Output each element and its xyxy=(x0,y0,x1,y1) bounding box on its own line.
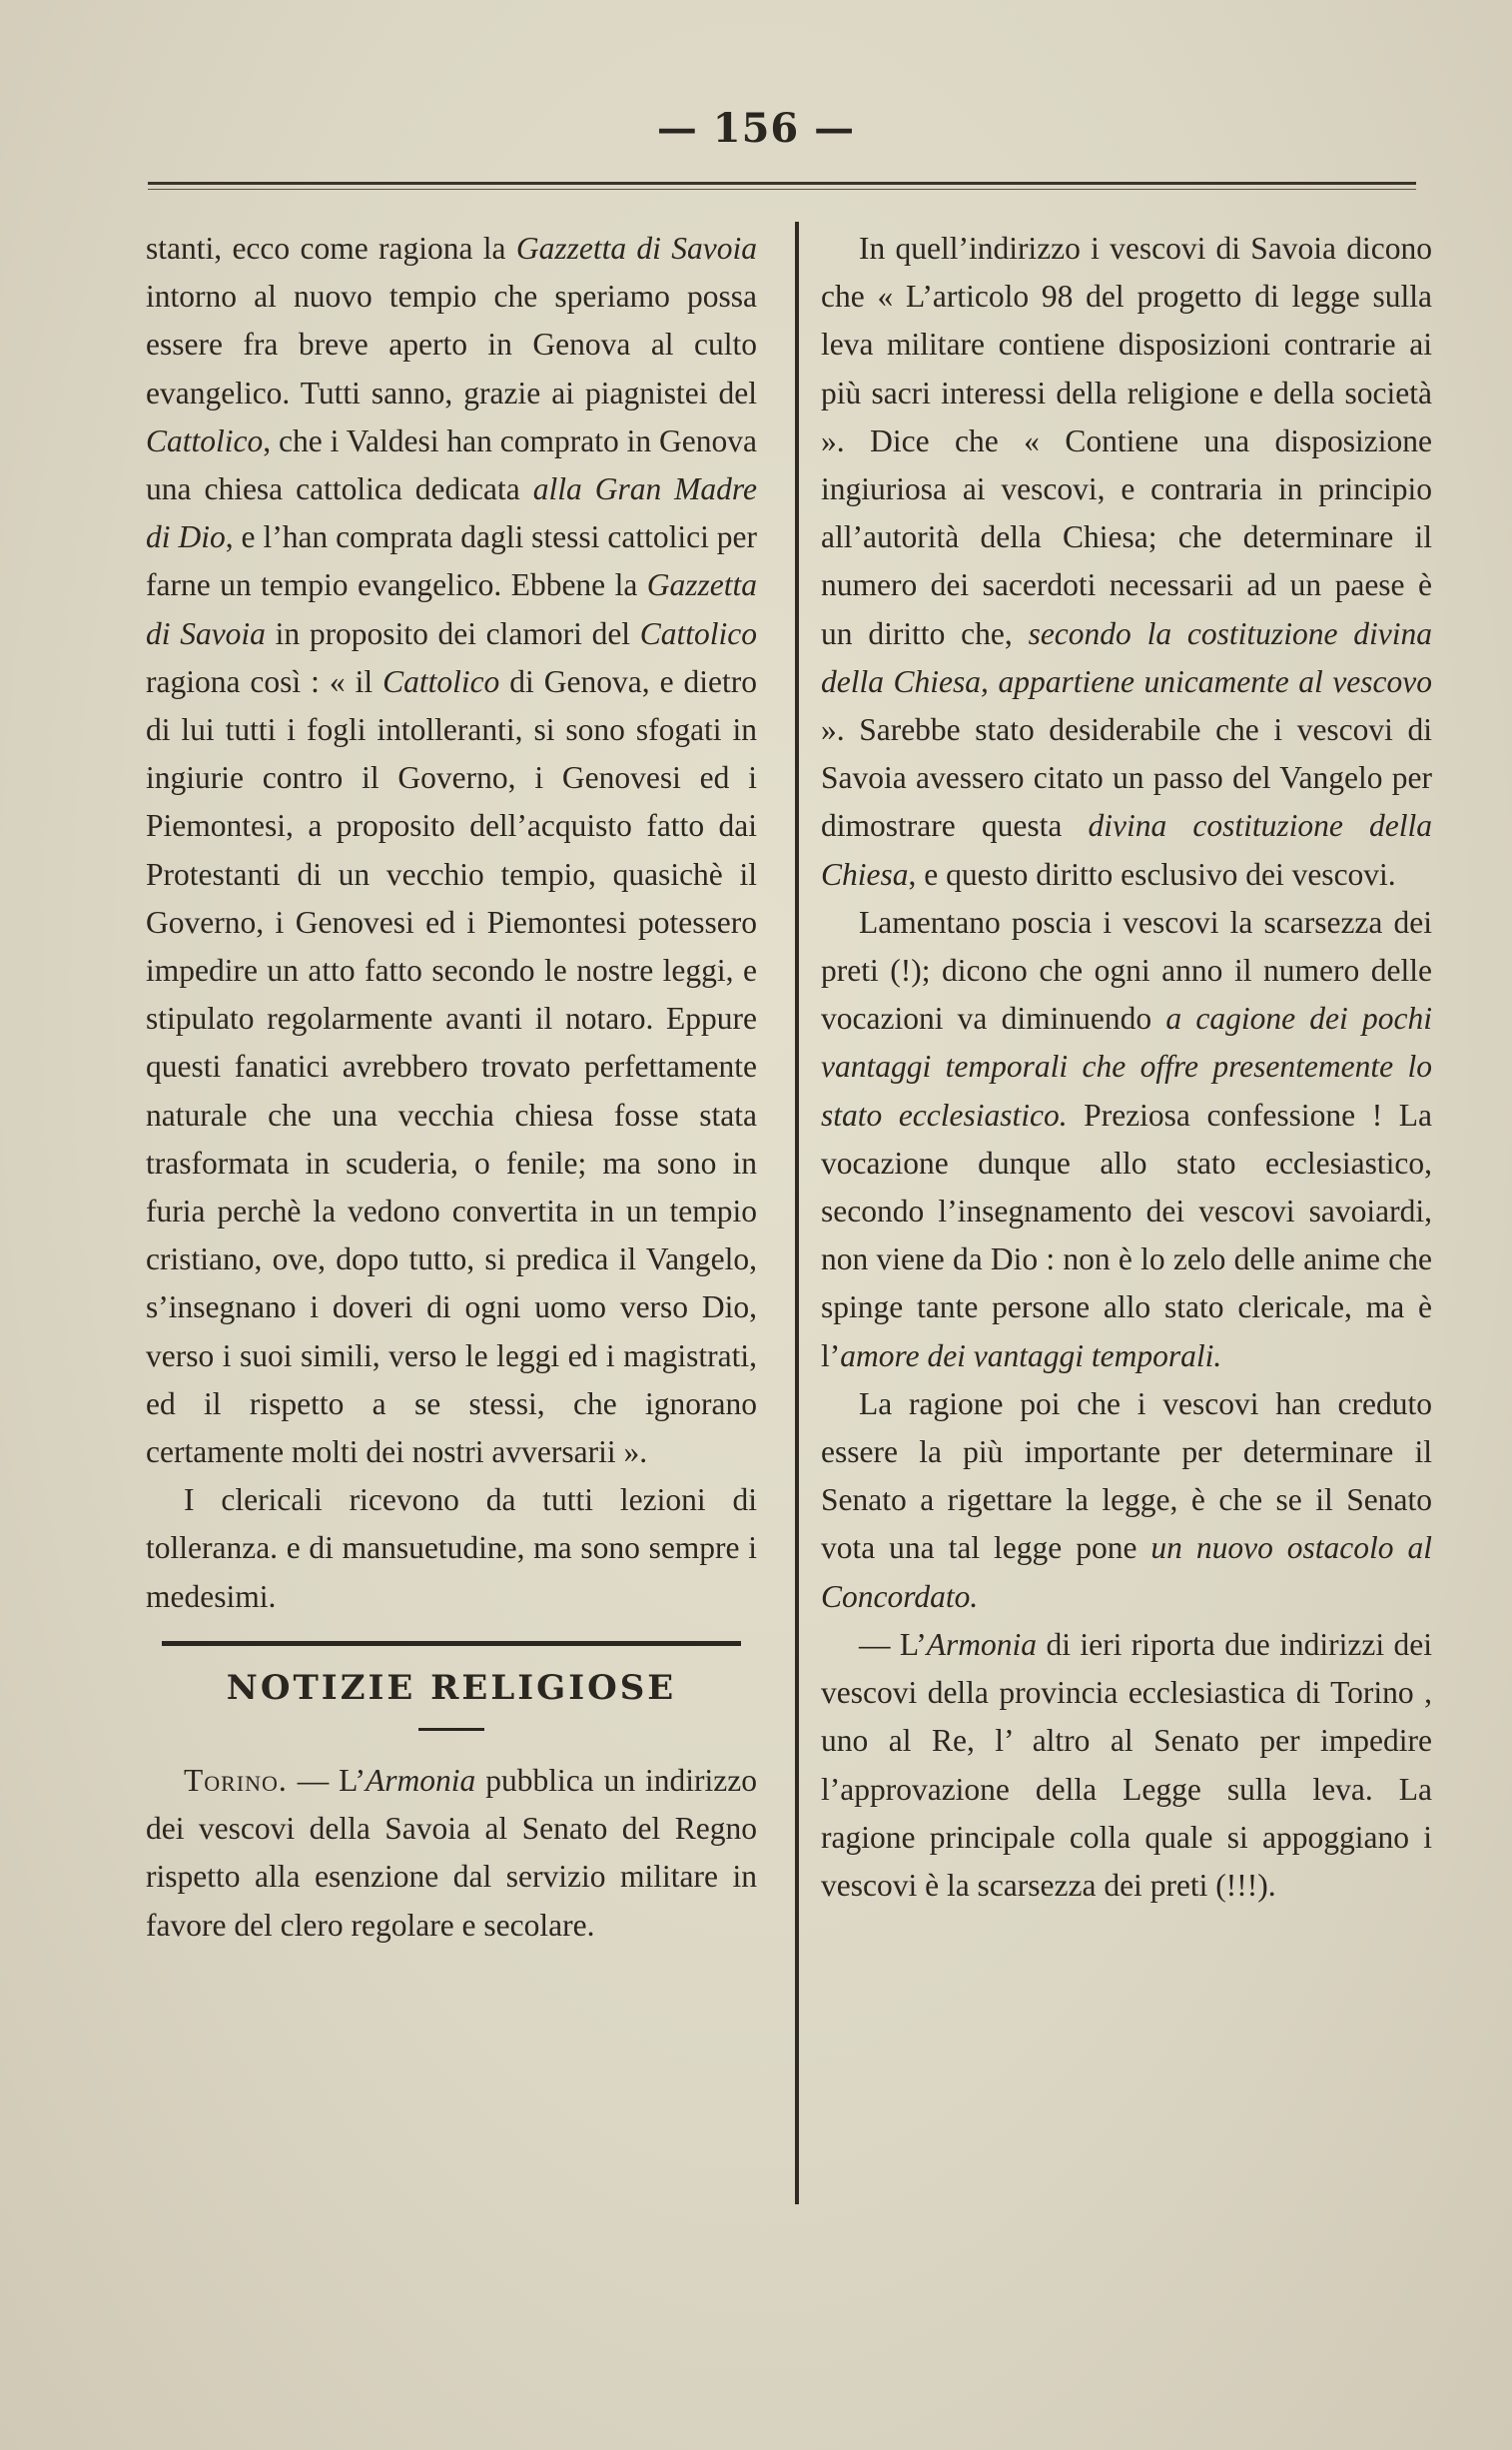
right-column xyxy=(821,225,1432,1910)
header-rule xyxy=(148,182,1416,185)
left-paragraph-2: I clericali ricevono da tutti lezioni di tolleranza. e di mansuetudine, ma sono sempre i medesimi. xyxy=(146,1482,757,1614)
right-paragraph-2 xyxy=(821,899,1432,1380)
right-paragraph-4 xyxy=(821,1621,1432,1910)
section-heading: NOTIZIE RELIGIOSE xyxy=(226,1667,677,1708)
italic-phrase: un nuovo ostacolo al Concordato. xyxy=(821,1530,1432,1614)
column-divider xyxy=(795,222,799,2204)
right-paragraph-3 xyxy=(821,1380,1432,1621)
italic-phrase: divina costituzione della Chiesa xyxy=(821,808,1432,892)
text-run: di ieri riporta due indirizzi dei vescovi della provincia ecclesiastica di Torino , uno al Re, l’ altro al Senato per impedire l’approvazione della Legge sulla leva. La ragione principale colla quale si appoggiano i vescovi è la scarsezza dei preti (!!!). xyxy=(821,1626,1432,1903)
text-run: ragiona così : « il xyxy=(146,663,383,699)
text-run: pubblica un indirizzo dei vescovi della Savoia al Senato del Regno rispetto alla esenzione dal servizio militare in favore del clero regolare e secolare. xyxy=(146,1762,757,1943)
text-run: di Genova, e dietro di lui tutti i fogli intolleranti, si sono sfogati in ingiurie contro il Governo, i Genovesi ed i Piemontesi, a proposito dell’acquisto fatto dai Protestanti di un vecchio tempio, quasichè il Governo, i Genovesi ed i Piemontesi potessero impedire un atto fatto secondo le nostre leggi, e stipulato regolarmente avanti il notaro. Eppure questi fanatici avrebbero trovato perfettamente naturale che una vecchia chiesa fosse stata trasformata in scuderia, o fenile; ma sono in furia perchè la vedono convertita in un tempio cristiano, ove, dopo tutto, si predica il Vangelo, s’insegnano i doveri di ogni uomo verso Dio, verso i suoi simili, verso le leggi ed i magistrati, ed il rispetto a se stessi, che ignorano certamente molti dei nostri avversarii ». xyxy=(146,663,757,1470)
newspaper-title: Armonia xyxy=(366,1762,476,1798)
text-run: , e questo diritto esclusivo dei vescovi. xyxy=(908,856,1396,892)
text-run: , che i Valdesi han comprato in Genova una chiesa cattolica dedicata xyxy=(146,422,757,507)
text-run: Lamentano poscia i vescovi la scarsezza dei preti (!); dicono che ogni anno il numero delle vocazioni va diminuendo xyxy=(821,904,1432,1037)
place-name: Torino. xyxy=(184,1762,288,1798)
page-number: — 156 — xyxy=(656,105,856,152)
section-short-rule xyxy=(418,1728,484,1731)
italic-phrase: alla Gran Madre di Dio xyxy=(146,471,757,555)
italic-phrase: amore dei vantaggi temporali. xyxy=(840,1337,1222,1373)
newspaper-title: Cattolico xyxy=(382,663,500,699)
text-run: Preziosa confessione ! La vocazione dunque allo stato ecclesiastico, secondo l’insegnamento dei vescovi savoiardi, non viene da Dio : non è lo zelo delle anime che spinge tante persone allo stato clericale, ma è l’ xyxy=(821,1097,1432,1373)
newspaper-title: Cattolico xyxy=(639,615,757,651)
italic-phrase: secondo la costituzione divina della Chiesa, appartiene unicamente al vescovo xyxy=(821,615,1432,699)
text-run: — L’ xyxy=(859,1626,927,1662)
text-run: ». Sarebbe stato desiderabile che i vescovi di Savoia avessero citato un passo del Vangelo per dimostrare questa xyxy=(821,712,1432,844)
text-run: in proposito dei clamori del xyxy=(265,615,640,651)
left-paragraph-1 xyxy=(146,225,757,1476)
text-run: stanti, ecco come ragiona la xyxy=(146,231,516,266)
italic-phrase: a cagione dei pochi vantaggi temporali che offre presentemente lo stato ecclesiastico. xyxy=(821,1001,1433,1133)
notice-torino xyxy=(146,1757,757,1950)
right-paragraph-1 xyxy=(821,225,1432,899)
text-run: intorno al nuovo tempio che speriamo possa essere fra breve aperto in Genova al culto evangelico. Tutti sanno, grazie ai piagnistei del xyxy=(146,279,757,410)
newspaper-title: Cattolico xyxy=(146,422,264,458)
text-run: In quell’indirizzo i vescovi di Savoia dicono che « L’articolo 98 del progetto di legge sulla leva militare contiene disposizioni contrarie ai più sacri interessi della religione e della società ». Dice che « Contiene una disposizione ingiuriosa ai vescovi, e contraria in principio all’autorità della Chiesa; che determinare il numero dei sacerdoti necessarii ad un paese è un diritto che, xyxy=(821,231,1432,651)
text-run: , e l’han comprata dagli stessi cattolici per farne un tempio evangelico. Ebbene la xyxy=(146,519,757,603)
newspaper-title: Armonia xyxy=(926,1626,1038,1662)
text-run: La ragione poi che i vescovi han creduto essere la più importante per determinare il Senato a rigettare la legge, è che se il Senato vota una tal legge pone xyxy=(821,1385,1432,1566)
left-column xyxy=(146,225,757,1950)
text-run: — L’ xyxy=(287,1762,366,1798)
section-rule xyxy=(162,1641,741,1646)
newspaper-title: Gazzetta di Savoia xyxy=(515,231,757,266)
newspaper-title: Gazzetta di Savoia xyxy=(146,567,757,651)
